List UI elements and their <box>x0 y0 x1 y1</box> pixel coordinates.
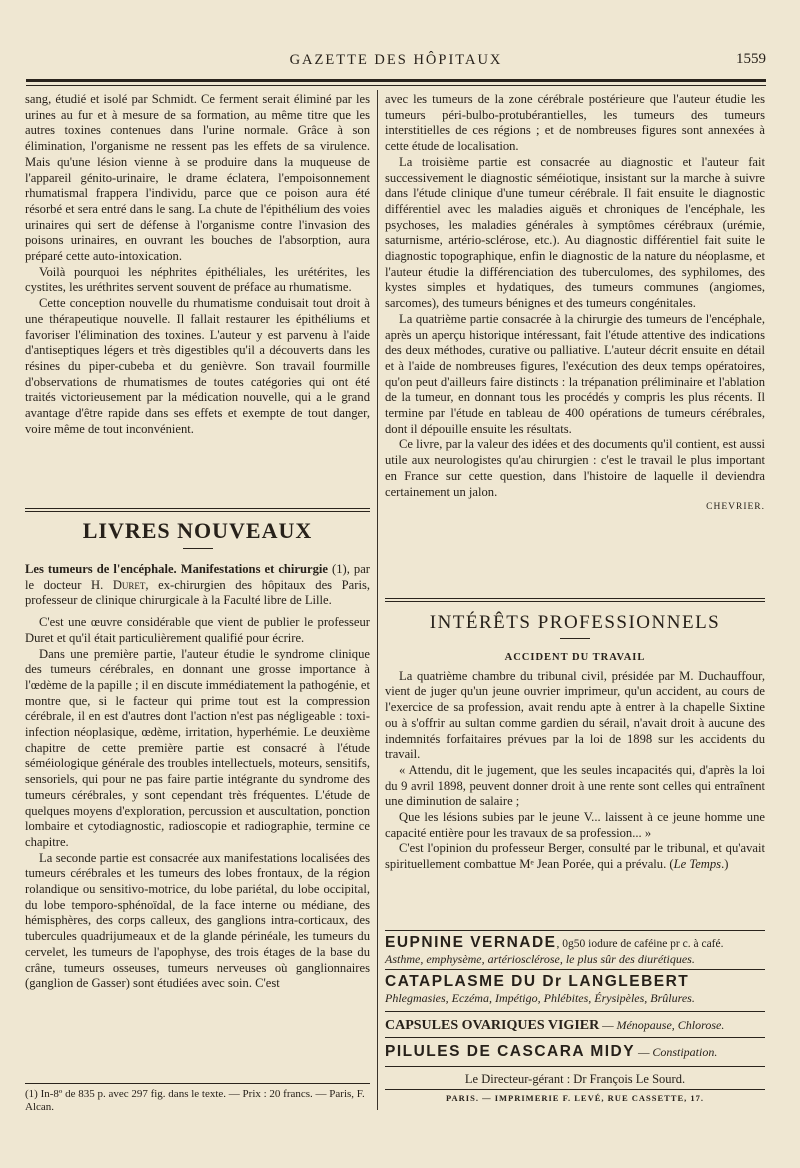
book-review <box>25 562 370 992</box>
title-underline <box>560 638 590 639</box>
section-title-livres <box>25 518 370 549</box>
paragraph: C'est une œuvre considérable que vient de publier le professeur Duret et qu'il était particulièrement qualifié pour écrire. <box>25 615 370 645</box>
professional-interests <box>385 650 765 873</box>
book-ref: (1), <box>327 562 350 576</box>
left-column <box>25 92 370 437</box>
ad-separator: — <box>635 1047 653 1059</box>
paragraph: Dans une première partie, l'auteur étudie le syndrome clinique des tumeurs cérébrales, en donnant une grosse importance à l'œdème de la papille ; il en discute immédiatement la pathogénie, et montre que, si le facteur qui prime tout est la compression cérébrale, il en est d'autres dont l'action n'est pas négligeable : toxi-infection néoplasique, œdème, irritation, hyperhémie. Le deuxième chapitre de cette première partie est consacré à l'étude séméiologique générale des troubles intellectuels, moteurs, sensitifs, sensoriels, qui pour ne pas faire partie intégrante du syndrome des tumeurs cérébrales, y sont cependant très fréquentes. L'étude de quelques moyens d'exploration, percussion et auscultation, ponction lombaire et cytodiagnostic, radioscopie et radiographie, termine ce chapitre. <box>25 646 370 849</box>
page-header <box>26 50 766 74</box>
source-name: Le Temps <box>673 857 722 872</box>
ad-rule <box>385 1066 765 1067</box>
paragraph: sang, étudié et isolé par Schmidt. Ce ferment serait éliminé par les urines au fur et à mesure de sa formation, au même titre que les autres toxines contenues dans l'urine normale. Grâce à son élimination, l'organisme ne ressent pas les effets de sa virulence. Mais qu'une lésion vienne à se produire dans la muqueuse de l'appareil génito-urinaire, le drame éclatera, l'empoisonnement rhumatismal frappera l'individu, parce que ce poison aura été résorbé et sera entré dans le sang. La chute de l'épithélium des voies urinaires qui sert de défense à l'organisme contre l'invasion des poisons urinaires, en ouvrant les bouches de l'absorption, aura préparé cette auto-intoxication. <box>25 92 370 264</box>
ad-capsules <box>385 1016 765 1034</box>
paragraph <box>385 841 765 872</box>
paragraph: La troisième partie est consacrée au diagnostic et l'auteur fait successivement le diagnostic séméiotique, insistant sur la marche à suivre dans l'étude clinique d'une tumeur cérébrale. Il fait ensuite le diagnostic différentiel avec les maladies aiguës et chroniques de l'encéphale, les psychoses, les maladies générales à symptômes cérébraux (urémie, saturnisme, artério-sclérose, etc.). Au diagnostic différentiel fait suite le diagnostic topographique, enfin le diagnostic de la nature du néoplasme, et l'auteur étudie la différenciation des tuberculomes, des syphilomes, des kystes simples et hydatiques, des tumeurs communes (angiomes, sarcomes), des tumeurs bénignes et des tumeurs congénitales. <box>385 154 765 311</box>
column-divider <box>377 90 378 1110</box>
section-title-interets <box>385 612 765 639</box>
book-author-suffix: , ex-chirurgien des hôpitaux des Paris, professeur de clinique chirurgicale à la Faculté libre de Lille. <box>25 577 370 608</box>
section-title-text: INTÉRÊTS PROFESSIONNELS <box>429 612 721 633</box>
section-rule <box>385 601 765 602</box>
paragraph: Voilà pourquoi les néphrites épithéliales, les urétérites, les cystites, les uréthrites servent souvent de préface au rhumatisme. <box>25 264 370 295</box>
section-rule <box>25 511 370 512</box>
right-column <box>385 92 765 516</box>
page-number: 1559 <box>736 51 766 67</box>
ad-rule <box>385 930 765 931</box>
ad-eupnine <box>385 934 765 967</box>
ad-name: PILULES DE CASCARA MIDY <box>385 1043 636 1060</box>
paragraph: avec les tumeurs de la zone cérébrale postérieure que l'auteur étudie les tumeurs péri-bulbo-protubérantielles, les tumeurs des tumeurs interstitielles de ces régions ; et de nombreuses figures sont annexées à cette étude de localisation. <box>385 92 765 154</box>
ad-rule <box>385 969 765 970</box>
ad-description: Ménopause, Chlorose. <box>616 1018 725 1032</box>
book-author-prefix: par le docteur H. <box>25 562 370 592</box>
paragraph: La quatrième partie consacrée à la chirurgie des tumeurs de l'encéphale, après un aperçu historique intéressant, fait l'étude attentive des indications des deux méthodes, curative ou palliative. L'auteur décrit ensuite en détail et à l'aide de nombreuses figures, l'exécution des deux temps opératoires, qu'on peut d'ailleurs faire distincts : la trépanation préliminaire et l'ablation de la tumeur, en donnant tous les procédés y compris les plus récents. Il termine par l'étude en tableau de 400 opérations de tumeurs cérébrales, dont il dépouille ensuite les résultats. <box>385 311 765 436</box>
paragraph: La seconde partie est consacrée aux manifestations localisées des tumeurs cérébrales et les tumeurs des lobes frontaux, de la région rolandique ou sensitivo-motrice, du lobe pariétal, du lobe occipital, du lobe temporo-sphénoïdal, de la face interne ou médiane, des hémisphères, des corps calleux, des ganglions intra-corticaux, des tubercules quadrijumeaux et de la glande périnéale, les tumeurs du cervelet, les tumeurs de l'apophyse, des trois étages de la base du crâne, tumeurs osseuses, tumeurs nerveuses où ganglionnaires (ganglion de Gasser) sont étudiées avec soin. C'est <box>25 850 370 991</box>
ad-cataplasme <box>385 973 765 1006</box>
ad-name: CAPSULES OVARIQUES VIGIER <box>385 1018 600 1033</box>
paragraph-text: .) <box>721 857 729 872</box>
ad-pilules <box>385 1043 765 1061</box>
section-rule <box>25 508 370 509</box>
ad-name: EUPNINE VERNADE <box>385 934 557 951</box>
footnote-rule <box>25 1083 370 1084</box>
paragraph: Ce livre, par la valeur des idées et des documents qu'il contient, est aussi utile aux neurologistes qu'au chirurgien : c'est le travail le plus important en France sur cette question, dans l'histoire de laquelle il deviendra certainement un jalon. <box>385 437 765 499</box>
director-line: Le Directeur-gérant : Dr François Le Sourd. <box>464 1072 686 1086</box>
section-rule <box>385 598 765 599</box>
book-entry <box>25 562 370 609</box>
paragraph: « Attendu, dit le jugement, que les seules incapacités qui, d'après la loi du 9 avril 1898, peuvent donner droit à une rente sont celles qui entraînent une diminution de salaire ; <box>385 762 765 809</box>
paragraph: La quatrième chambre du tribunal civil, présidée par M. Duchauffour, vient de juger qu'un jeune ouvrier imprimeur, qu'un accident, au cours de l'exercice de sa profession, avait rendu apte à entrer à la chapelle Sixtine ou à s'offrir au sultan comme gardien du sérail, n'avait droit à aucune des indemnités forfaitaires prévues par la loi de 1898 sur les accidents du travail. <box>385 668 765 762</box>
header-rule-thin <box>26 85 766 86</box>
ad-separator: — <box>599 1020 617 1032</box>
title-underline <box>183 548 213 549</box>
section-title-text: LIVRES NOUVEAUX <box>82 518 313 543</box>
ad-description: Asthme, emphysème, artériosclérose, le plus sûr des diurétiques. <box>385 952 695 966</box>
header-rule <box>26 79 766 82</box>
printer-line: PARIS. — IMPRIMERIE F. LEVÉ, RUE CASSETTE, 17. <box>445 1093 705 1103</box>
ad-description: Constipation. <box>652 1045 718 1059</box>
subheading: ACCIDENT DU TRAVAIL <box>504 652 646 663</box>
paragraph: Que les lésions subies par le jeune V... laissent à ce jeune homme une capacité entière pour les travaux de sa profession... » <box>385 810 765 840</box>
journal-title: GAZETTE DES HÔPITAUX <box>289 52 503 68</box>
footnote: (1) In-8º de 835 p. avec 297 fig. dans le texte. — Prix : 20 francs. — Paris, F. Alcan. <box>25 1088 365 1113</box>
ad-description: Phlegmasies, Eczéma, Impétigo, Phlébites, Érysipèles, Brûlures. <box>385 991 695 1005</box>
footer-rule <box>385 1089 765 1090</box>
paragraph-text: C'est l'opinion du professeur Berger, consulté par le tribunal, et qu'avait spirituellement combattue Mᵉ Jean Porée, qui a prévalu. ( <box>385 841 765 872</box>
ad-rule <box>385 1011 765 1012</box>
signature: CHEVRIER. <box>706 502 765 513</box>
book-author: Duret <box>112 577 146 592</box>
book-title: Les tumeurs de l'encéphale. Manifestations et chirurgie <box>25 562 328 576</box>
ad-name: CATAPLASME DU Dr LANGLEBERT <box>385 973 690 990</box>
ad-dosage: , 0g50 iodure de caféine pr c. à café. <box>556 938 724 950</box>
ad-rule <box>385 1037 765 1038</box>
paragraph: Cette conception nouvelle du rhumatisme conduisait tout droit à une thérapeutique nouvelle. Il fallait restaurer les épithéliums et favoriser l'élimination des toxines. L'auteur y est parvenu à l'aide d'antiseptiques légers et très digestibles qu'il a découverts dans les résines du piper-cubeba et du genièvre. Son travail fourmille d'observations de rhumatismes de toutes catégories qui ont été traités victorieusement par la médication nouvelle, qui a le grand avantage d'être rapide dans ses effets et exempte de tout danger, voire même de tout inconvénient. <box>25 296 370 436</box>
